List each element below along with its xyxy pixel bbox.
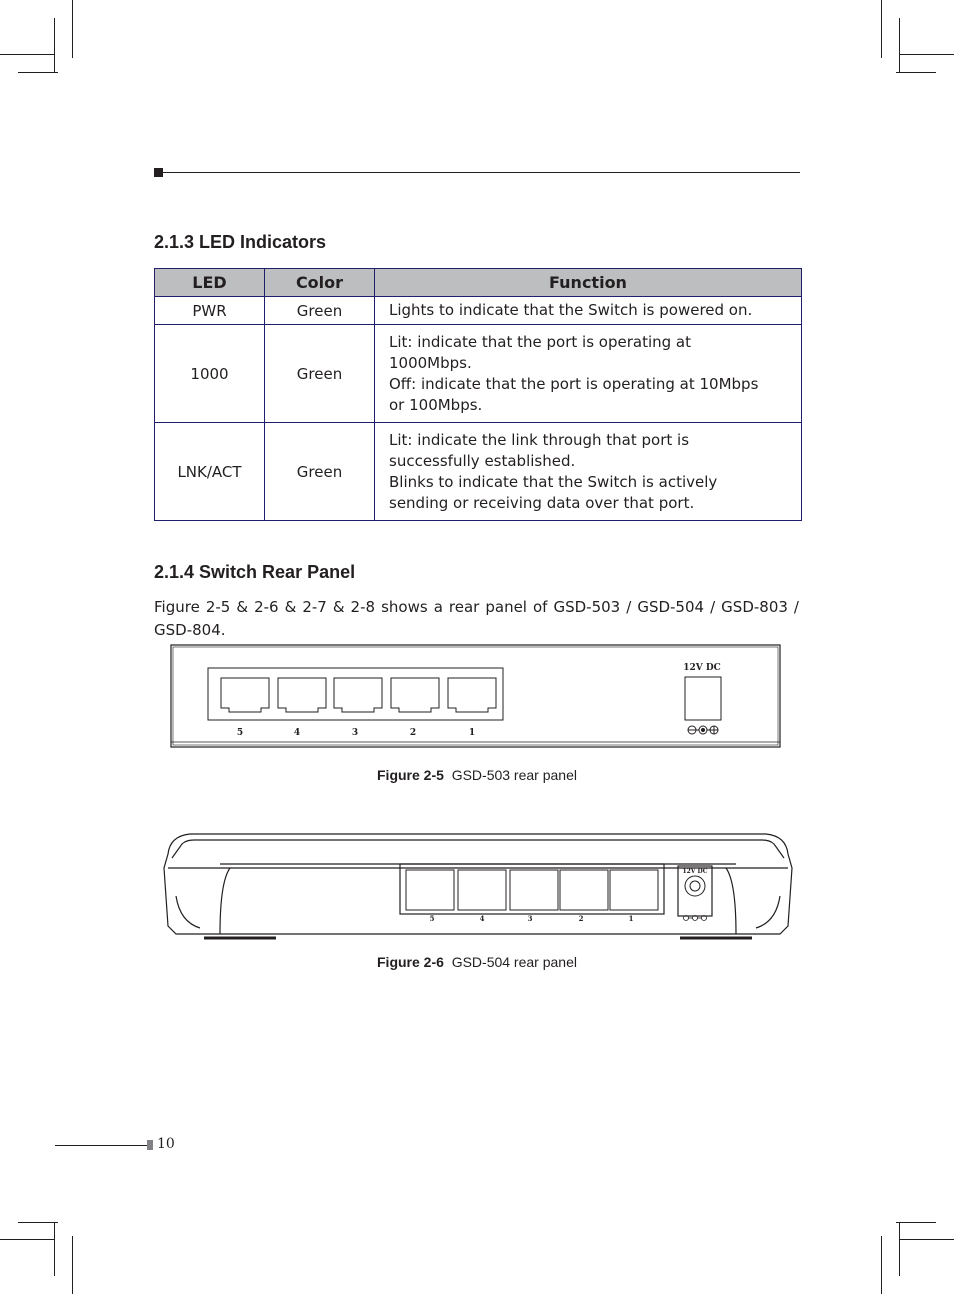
crop-mark [18, 1222, 58, 1223]
rj45-port [560, 870, 608, 910]
port-label: 4 [293, 728, 301, 738]
color-cell: Green [265, 423, 375, 521]
intro-paragraph: Figure 2-5 & 2-6 & 2-7 & 2-8 shows a rear panel of GSD-503 / GSD-504 / GSD-803 / GSD-804. [154, 598, 799, 639]
figure-number: Figure 2-6 [377, 954, 444, 970]
function-line: Lit: indicate that the port is operating at [389, 332, 691, 351]
rj45-port [221, 678, 269, 712]
crop-mark [899, 18, 900, 72]
rj45-port [610, 870, 658, 910]
column-header: LED [155, 269, 265, 297]
led-cell: LNK/ACT [155, 423, 265, 521]
function-line: 1000Mbps. [389, 353, 472, 372]
figure-caption [0, 954, 954, 970]
crop-mark [72, 0, 73, 58]
function-line: Off: indicate that the port is operating at 10Mbps [389, 374, 759, 393]
crop-mark [0, 54, 54, 55]
figure-title: GSD-503 rear panel [451, 767, 577, 783]
gsd-504-rear-panel-figure [160, 822, 796, 944]
table-row [155, 423, 802, 521]
function-line: Lit: indicate the link through that port is [389, 430, 690, 449]
gsd-503-rear-panel-figure [168, 642, 784, 752]
footer-mark [147, 1140, 153, 1150]
function-line: Lights to indicate that the Switch is powered on. [389, 301, 753, 319]
rj45-port [406, 870, 454, 910]
power-label: 12V DC [683, 663, 721, 673]
function-cell [375, 423, 802, 521]
crop-mark [0, 1239, 54, 1240]
color-cell: Green [265, 297, 375, 325]
crop-mark [899, 1222, 900, 1276]
crop-mark [881, 1236, 882, 1294]
footer-rule [55, 1145, 147, 1146]
power-label: 12V DC [682, 868, 708, 875]
port-label: 5 [236, 728, 244, 738]
power-jack [685, 677, 721, 720]
port-label: 5 [429, 914, 435, 923]
column-header: Color [265, 269, 375, 297]
figure-caption [0, 767, 954, 783]
function-line: Blinks to indicate that the Switch is actively [389, 472, 718, 491]
function-cell [375, 297, 802, 325]
crop-mark [896, 72, 936, 73]
port-label: 1 [468, 728, 476, 738]
rj45-port [391, 678, 439, 712]
color-cell: Green [265, 325, 375, 423]
header-square [154, 168, 163, 177]
table-row [155, 297, 802, 325]
table-row [155, 325, 802, 423]
rj45-port [334, 678, 382, 712]
port-label: 3 [527, 914, 533, 923]
function-cell [375, 325, 802, 423]
rj45-port [458, 870, 506, 910]
function-line: sending or receiving data over that port. [389, 493, 695, 512]
power-jack [685, 876, 705, 896]
crop-mark [18, 72, 58, 73]
crop-mark [900, 54, 954, 55]
crop-mark [900, 1239, 954, 1240]
rj45-port [510, 870, 558, 910]
led-cell: PWR [155, 297, 265, 325]
rj45-port [278, 678, 326, 712]
led-table [154, 268, 802, 521]
port-label: 3 [351, 728, 359, 738]
crop-mark [881, 0, 882, 58]
crop-mark [72, 1236, 73, 1294]
section-heading-led: 2.1.3 LED Indicators [154, 232, 327, 252]
function-line: or 100Mbps. [389, 395, 483, 414]
function-line: successfully established. [389, 451, 576, 470]
figure-number: Figure 2-5 [377, 767, 444, 783]
crop-mark [54, 18, 55, 72]
section-heading-rear-panel: 2.1.4 Switch Rear Panel [154, 562, 356, 582]
crop-mark [54, 1222, 55, 1276]
figure-title: GSD-504 rear panel [451, 954, 577, 970]
port-label: 4 [479, 914, 485, 923]
led-table-header [155, 269, 802, 297]
led-cell: 1000 [155, 325, 265, 423]
crop-mark [896, 1222, 936, 1223]
header-rule [163, 172, 800, 173]
port-label: 1 [628, 914, 634, 923]
port-label: 2 [409, 728, 417, 738]
polarity-icon [688, 726, 718, 734]
page-number: 10 [157, 1136, 175, 1152]
port-label: 2 [578, 914, 584, 923]
rj45-port [448, 678, 496, 712]
column-header: Function [375, 269, 802, 297]
